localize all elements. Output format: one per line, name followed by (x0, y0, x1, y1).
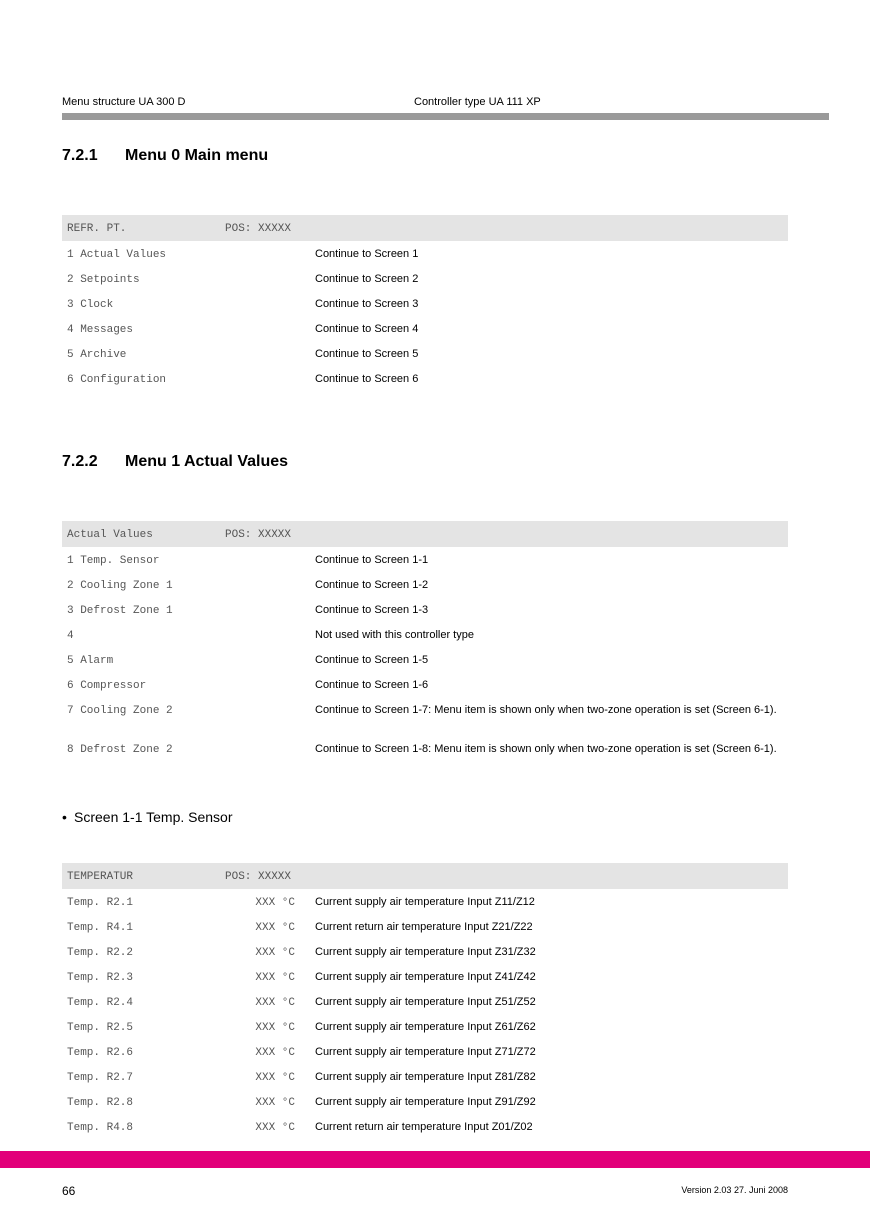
menu-item: 5 Alarm (67, 655, 114, 667)
sensor-value: XXX °C (255, 1022, 295, 1034)
menu-item: 3 Defrost Zone 1 (67, 605, 173, 617)
display-position: POS: XXXXX (225, 871, 292, 883)
menu-item: 1 Temp. Sensor (67, 555, 160, 567)
menu-item-description: Continue to Screen 5 (315, 348, 419, 360)
menu-item-description: Continue to Screen 6 (315, 373, 419, 385)
sensor-description: Current supply air temperature Input Z91/Z92 (315, 1096, 536, 1108)
sensor-label: Temp. R4.1 (67, 922, 134, 934)
display-title: TEMPERATUR (67, 871, 134, 883)
table-header (62, 215, 788, 241)
table-row (62, 1114, 788, 1139)
table-row (62, 1089, 788, 1114)
sensor-description: Current supply air temperature Input Z31/Z32 (315, 946, 536, 958)
sensor-description: Current supply air temperature Input Z71/Z72 (315, 1046, 536, 1058)
sensor-value: XXX °C (255, 1047, 295, 1059)
section-heading-actual-values (62, 453, 288, 471)
menu-item-description: Continue to Screen 1-1 (315, 554, 429, 566)
menu-item-description: Not used with this controller type (315, 629, 474, 641)
sensor-label: Temp. R2.4 (67, 997, 134, 1009)
table-row (62, 622, 788, 647)
temperature-table (62, 863, 788, 1139)
header-controller-type: Controller type UA 111 XP (414, 96, 541, 108)
menu-item: 8 Defrost Zone 2 (67, 744, 173, 756)
table-row (62, 316, 788, 341)
page-number: 66 (62, 1184, 76, 1198)
table-row (62, 672, 788, 697)
sensor-description: Current supply air temperature Input Z81/Z82 (315, 1071, 536, 1083)
version-date: Version 2.03 27. Juni 2008 (681, 1185, 788, 1195)
sensor-value: XXX °C (255, 947, 295, 959)
sensor-description: Current supply air temperature Input Z11/Z12 (315, 896, 535, 908)
bullet-icon: • (62, 809, 67, 825)
header-divider-bar (62, 113, 829, 120)
sensor-label: Temp. R4.8 (67, 1122, 134, 1134)
table-row (62, 1064, 788, 1089)
menu-item-description: Continue to Screen 1-3 (315, 604, 429, 616)
table-row (62, 597, 788, 622)
menu-item: 2 Setpoints (67, 274, 140, 286)
menu-item-description: Continue to Screen 1-6 (315, 679, 429, 691)
table-row (62, 291, 788, 316)
menu-item-description: Continue to Screen 1 (315, 248, 419, 260)
sensor-description: Current return air temperature Input Z01/Z02 (315, 1121, 533, 1133)
footer-accent-bar (0, 1151, 870, 1168)
menu-item: 3 Clock (67, 299, 114, 311)
table-header (62, 521, 788, 547)
menu-item: 4 (67, 630, 74, 642)
table-row (62, 647, 788, 672)
menu-item: 1 Actual Values (67, 249, 167, 261)
actual-values-table (62, 521, 788, 775)
section-title: Menu 0 Main menu (125, 147, 269, 164)
sensor-value: XXX °C (255, 1122, 295, 1134)
sensor-label: Temp. R2.8 (67, 1097, 134, 1109)
sensor-description: Current supply air temperature Input Z51/Z52 (315, 996, 536, 1008)
section-title: Menu 1 Actual Values (125, 453, 289, 470)
menu-item: 2 Cooling Zone 1 (67, 580, 173, 592)
sensor-value: XXX °C (255, 972, 295, 984)
screen-subheading-text: Screen 1-1 Temp. Sensor (74, 809, 233, 825)
menu-item: 6 Configuration (67, 374, 167, 386)
table-row (62, 547, 788, 572)
sensor-label: Temp. R2.3 (67, 972, 134, 984)
table-row (62, 939, 788, 964)
table-row (62, 1014, 788, 1039)
menu-item-description: Continue to Screen 3 (315, 298, 419, 310)
sensor-value: XXX °C (255, 1097, 295, 1109)
table-row (62, 366, 788, 391)
main-menu-table (62, 215, 788, 391)
sensor-value: XXX °C (255, 922, 295, 934)
table-row (62, 266, 788, 291)
menu-item: 7 Cooling Zone 2 (67, 705, 173, 717)
sensor-label: Temp. R2.6 (67, 1047, 134, 1059)
sensor-label: Temp. R2.5 (67, 1022, 134, 1034)
display-position: POS: XXXXX (225, 529, 292, 541)
sensor-description: Current return air temperature Input Z21/Z22 (315, 921, 533, 933)
menu-item-description: Continue to Screen 4 (315, 323, 419, 335)
menu-item: 5 Archive (67, 349, 127, 361)
table-row (62, 341, 788, 366)
screen-subheading (62, 809, 233, 825)
table-row (62, 914, 788, 939)
table-header (62, 863, 788, 889)
display-title: Actual Values (67, 529, 153, 541)
table-row (62, 697, 788, 736)
sensor-description: Current supply air temperature Input Z61/Z62 (315, 1021, 536, 1033)
sensor-description: Current supply air temperature Input Z41/Z42 (315, 971, 536, 983)
sensor-value: XXX °C (255, 1072, 295, 1084)
table-row (62, 572, 788, 597)
table-row (62, 989, 788, 1014)
table-row (62, 241, 788, 266)
sensor-label: Temp. R2.1 (67, 897, 134, 909)
table-row (62, 736, 788, 775)
menu-item-description: Continue to Screen 1-8: Menu item is shown only when two-zone operation is set (Screen 6-1). (315, 743, 777, 755)
sensor-value: XXX °C (255, 897, 295, 909)
display-position: POS: XXXXX (225, 223, 292, 235)
table-row (62, 889, 788, 914)
menu-item: 4 Messages (67, 324, 134, 336)
menu-item-description: Continue to Screen 2 (315, 273, 419, 285)
table-row (62, 1039, 788, 1064)
menu-item-description: Continue to Screen 1-7: Menu item is shown only when two-zone operation is set (Screen 6-1). (315, 704, 777, 716)
header-document-title: Menu structure UA 300 D (62, 96, 186, 108)
table-row (62, 964, 788, 989)
menu-item-description: Continue to Screen 1-5 (315, 654, 429, 666)
section-heading-main-menu (62, 147, 268, 165)
display-title: REFR. PT. (67, 223, 127, 235)
menu-item-description: Continue to Screen 1-2 (315, 579, 429, 591)
sensor-label: Temp. R2.7 (67, 1072, 134, 1084)
section-number: 7.2.1 (62, 147, 98, 164)
section-number: 7.2.2 (62, 453, 98, 470)
sensor-value: XXX °C (255, 997, 295, 1009)
sensor-label: Temp. R2.2 (67, 947, 134, 959)
menu-item: 6 Compressor (67, 680, 147, 692)
